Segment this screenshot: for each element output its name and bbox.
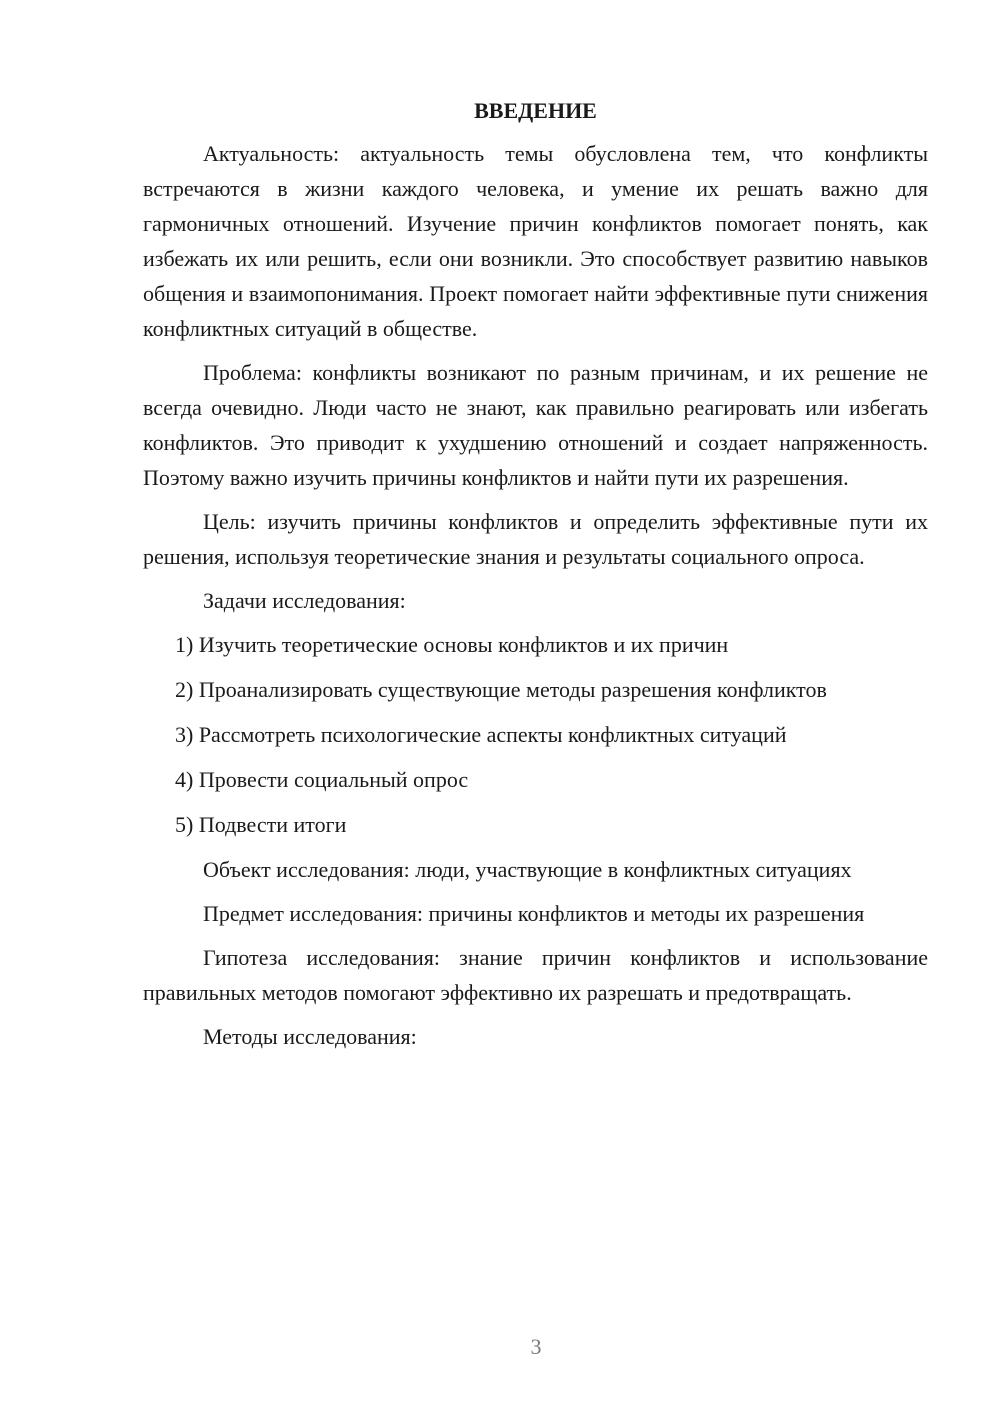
problem-paragraph: Проблема: конфликты возникают по разным причинам, и их решение не всегда очевидно. Люди часто не знают, как правильно реагировать или избегать конфликтов. Это приводит к ухудшению отношений и создает напряженность. Поэтому важно изучить причины конфликтов и найти пути их разрешения. (143, 360, 928, 490)
task-item: 5) Подвести итоги (175, 812, 347, 837)
page-number: 3 (530, 1334, 542, 1359)
task-item: 1) Изучить теоретические основы конфликтов и их причин (175, 632, 729, 657)
goal-paragraph: Цель: изучить причины конфликтов и определить эффективные пути их решения, используя теоретические знания и результаты социального опроса. (143, 509, 928, 569)
object-paragraph: Объект исследования: люди, участвующие в конфликтных ситуациях (203, 857, 852, 882)
task-item: 3) Рассмотреть психологические аспекты конфликтных ситуаций (175, 722, 787, 747)
page-content (143, 94, 928, 1063)
subject-paragraph: Предмет исследования: причины конфликтов и методы их разрешения (203, 901, 865, 926)
tasks-heading: Задачи исследования: (203, 588, 406, 613)
tasks-list (143, 627, 928, 842)
task-item: 2) Проанализировать существующие методы разрешения конфликтов (175, 677, 827, 702)
page-title: ВВЕДЕНИЕ (474, 98, 597, 123)
task-item: 4) Провести социальный опрос (175, 767, 469, 792)
methods-heading: Методы исследования: (203, 1024, 417, 1049)
hypothesis-paragraph: Гипотеза исследования: знание причин конфликтов и использование правильных методов помогают эффективно их разрешать и предотвращать. (143, 945, 928, 1005)
relevance-paragraph: Актуальность: актуальность темы обусловлена тем, что конфликты встречаются в жизни каждого человека, и умение их решать важно для гармоничных отношений. Изучение причин конфликтов помогает понять, как избежать их или решить, если они возникли. Это способствует развитию навыков общения и взаимопонимания. Проект помогает найти эффективные пути снижения конфликтных ситуаций в обществе. (143, 141, 928, 341)
